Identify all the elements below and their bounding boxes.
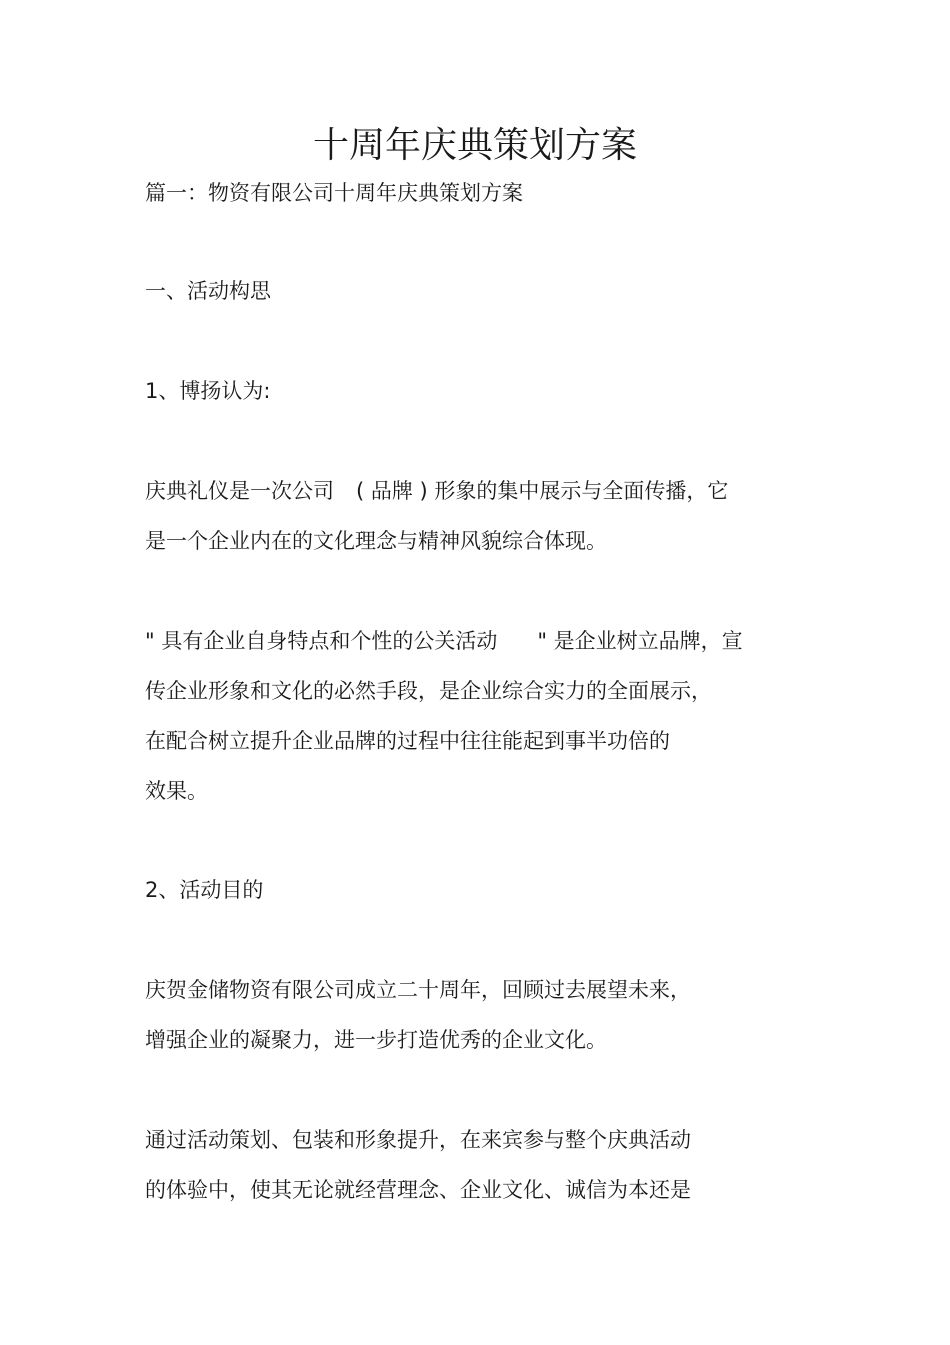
document-subtitle: 篇一：物资有限公司十周年庆典策划方案 [145, 181, 523, 205]
paragraph-1-line-1b: ( 品牌 ) 形象的集中展示与全面传播，它 [356, 479, 729, 503]
item-heading-2: 2、活动目的 [145, 878, 264, 902]
paragraph-2-line-4: 效果。 [145, 779, 208, 803]
paragraph-3-line-2: 增强企业的凝聚力，进一步打造优秀的企业文化。 [145, 1028, 607, 1052]
section-heading-1: 一、活动构思 [145, 279, 271, 303]
paragraph-4-line-2: 的体验中，使其无论就经营理念、企业文化、诚信为本还是 [145, 1178, 691, 1202]
paragraph-2-line-1 [145, 627, 743, 655]
paragraph-1-line-1a: 庆典礼仪是一次公司 [145, 479, 334, 503]
paragraph-2-line-3: 在配合树立提升企业品牌的过程中往往能起到事半功倍的 [145, 729, 670, 753]
paragraph-2-line-1b: " 是企业树立品牌，宣 [537, 629, 743, 653]
paragraph-4-line-1: 通过活动策划、包装和形象提升，在来宾参与整个庆典活动 [145, 1128, 691, 1152]
paragraph-2-line-1a: " 具有企业自身特点和个性的公关活动 [145, 629, 498, 653]
paragraph-1-line-2: 是一个企业内在的文化理念与精神风貌综合体现。 [145, 529, 607, 553]
paragraph-1-line-1 [145, 477, 728, 505]
paragraph-3-line-1: 庆贺金储物资有限公司成立二十周年，回顾过去展望未来， [145, 978, 691, 1002]
document-title: 十周年庆典策划方案 [312, 125, 637, 166]
paragraph-2-line-2: 传企业形象和文化的必然手段，是企业综合实力的全面展示， [145, 679, 712, 703]
item-heading-1: 1、博扬认为: [145, 379, 271, 403]
